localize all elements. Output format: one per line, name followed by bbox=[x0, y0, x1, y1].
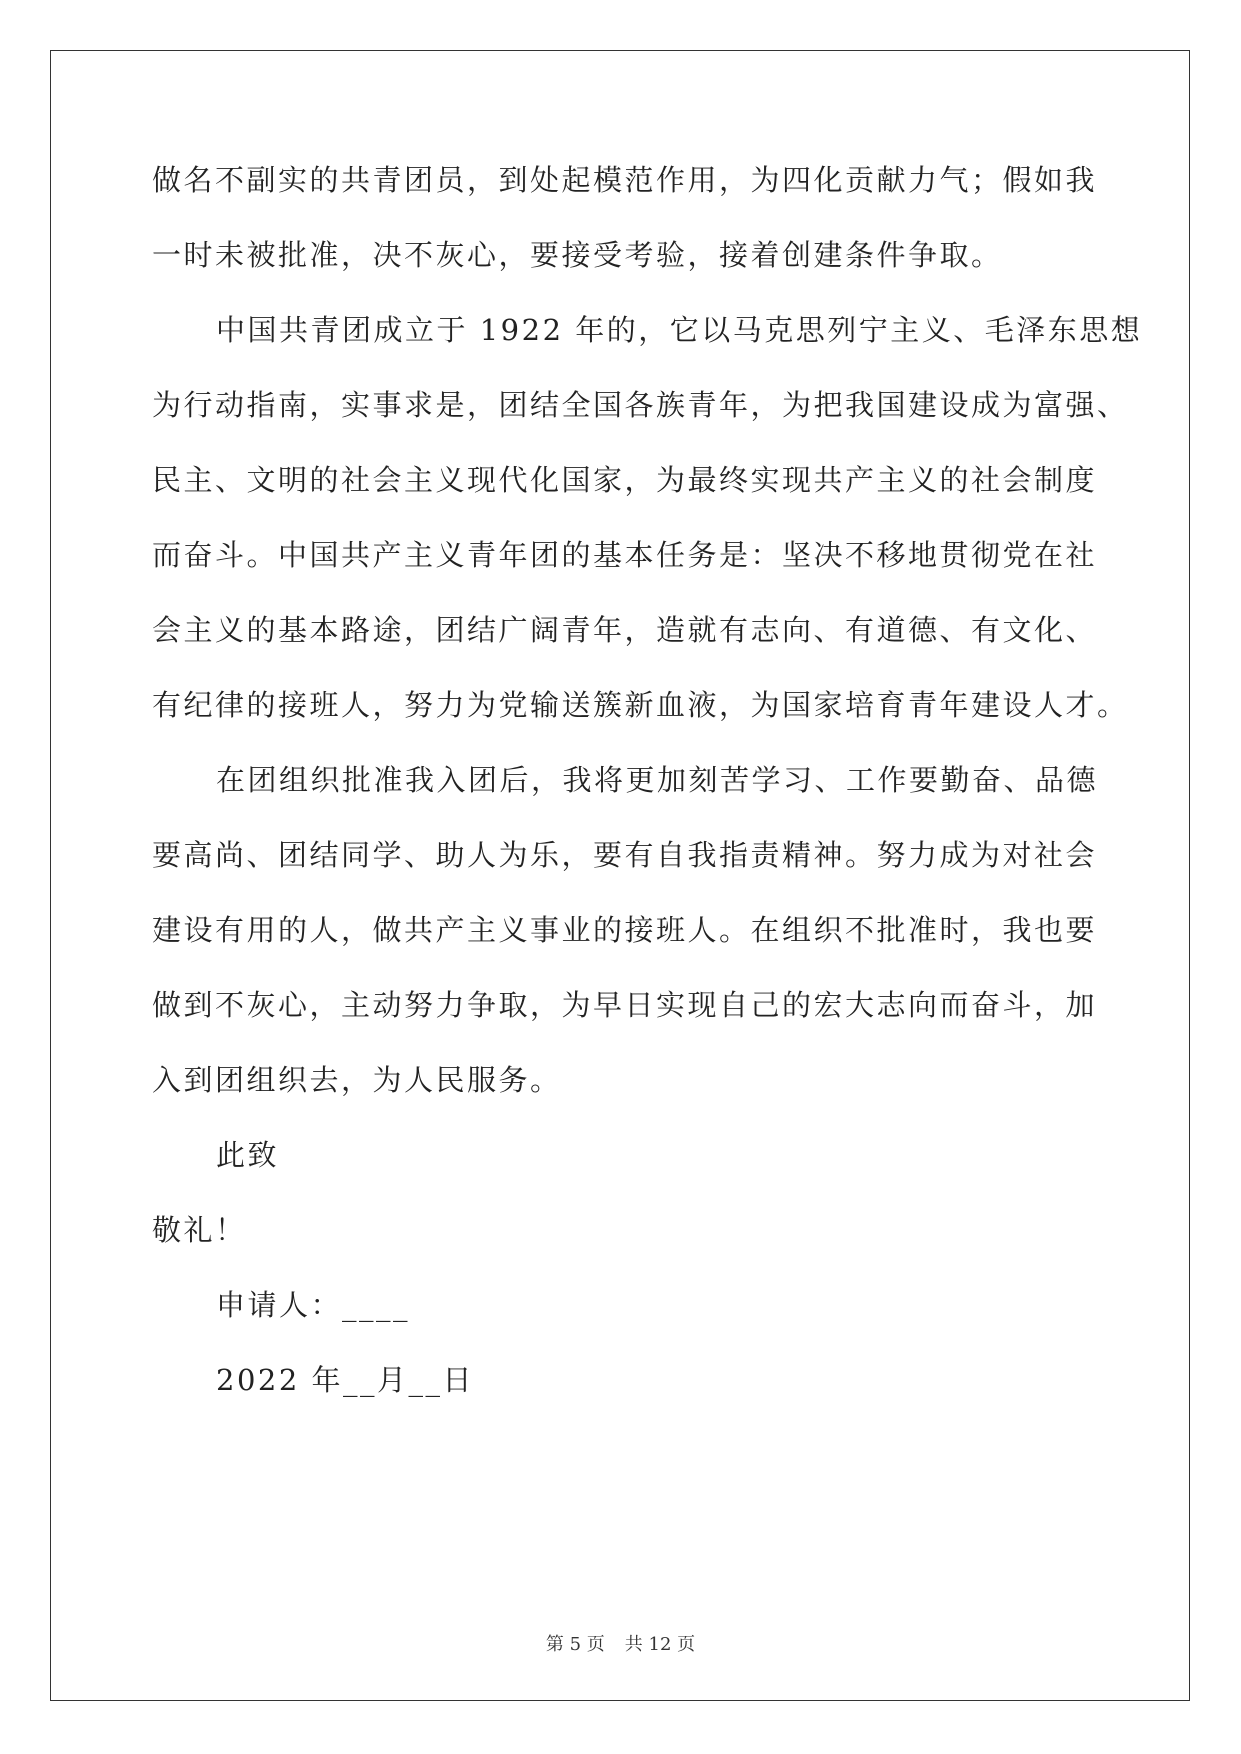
body-line: 而奋斗。中国共产主义青年团的基本任务是：坚决不移地贯彻党在社 bbox=[152, 538, 1098, 572]
body-line: 一时未被批准，决不灰心，要接受考验，接着创建条件争取。 bbox=[152, 238, 1003, 272]
body-line: 要高尚、团结同学、助人为乐，要有自我指责精神。努力成为对社会 bbox=[152, 838, 1098, 872]
paragraph-start-line: 在团组织批准我入团后，我将更加刻苦学习、工作要勤奋、品德 bbox=[216, 763, 1099, 797]
body-line: 做到不灰心，主动努力争取，为早日实现自己的宏大志向而奋斗，加 bbox=[152, 988, 1098, 1022]
paragraph-start-line: 中国共青团成立于 1922 年的，它以马克思列宁主义、毛泽东思想 bbox=[216, 313, 1143, 347]
body-line: 入到团组织去，为人民服务。 bbox=[152, 1063, 562, 1097]
body-line: 会主义的基本路途，团结广阔青年，造就有志向、有道德、有文化、 bbox=[152, 613, 1098, 647]
closing-regards: 敬礼！ bbox=[152, 1213, 247, 1247]
date-line: 2022 年__月__日 bbox=[216, 1363, 475, 1397]
body-line: 民主、文明的社会主义现代化国家，为最终实现共产主义的社会制度 bbox=[152, 463, 1098, 497]
body-line: 为行动指南，实事求是，团结全国各族青年，为把我国建设成为富强、 bbox=[152, 388, 1129, 422]
page-number: 第 5 页 bbox=[545, 1634, 605, 1655]
page-total: 共 12 页 bbox=[624, 1634, 696, 1655]
closing-salutation: 此致 bbox=[216, 1138, 280, 1172]
applicant-signature-line: 申请人：____ bbox=[216, 1288, 411, 1322]
page-frame bbox=[50, 50, 1190, 1701]
body-line: 做名不副实的共青团员，到处起模范作用，为四化贡献力气；假如我 bbox=[152, 163, 1098, 197]
body-line: 建设有用的人，做共产主义事业的接班人。在组织不批准时，我也要 bbox=[152, 913, 1098, 947]
body-line: 有纪律的接班人，努力为党输送簇新血液，为国家培育青年建设人才。 bbox=[152, 688, 1129, 722]
page-footer bbox=[0, 1630, 1241, 1656]
